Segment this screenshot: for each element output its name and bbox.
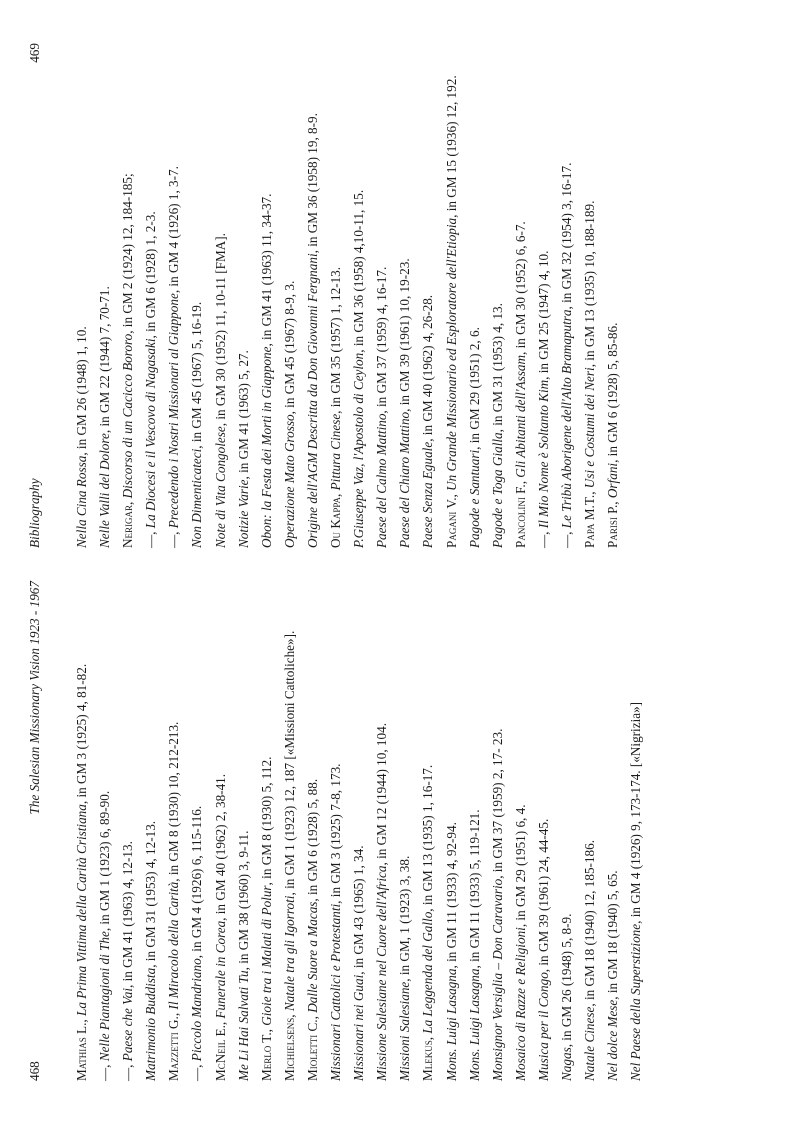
- entry-details: , in GM 8 (1930) 5, 112.: [258, 756, 274, 886]
- entry-title: Missione Salesiane nel Cuore dell'Africa: [374, 865, 390, 1081]
- entry-title: Precedendo i Nostri Missionari al Giappone: [166, 293, 182, 529]
- bibliography-entry: [396, 43, 414, 548]
- bibliography-entry: [535, 43, 553, 548]
- entry-title: Paese Senza Eguale: [420, 441, 436, 548]
- bibliography-entry: [142, 43, 160, 548]
- entry-details: , in GM 30 (1952) 6, 6-7.: [512, 221, 528, 355]
- entry-author: —,: [558, 528, 574, 548]
- left-page-header: [27, 581, 47, 1081]
- bibliography-entry: [235, 581, 253, 1081]
- bibliography-entry: [489, 43, 507, 548]
- entry-author: Papa M.T.,: [582, 488, 598, 548]
- entry-details: , in GM 36 (1958) 4,10-11, 15.: [351, 189, 367, 353]
- bibliography-entry: [396, 581, 414, 1081]
- entry-details: , in GM 2 (1924) 12, 184-185;: [120, 173, 136, 334]
- bibliography-entry: [281, 43, 299, 548]
- entry-title: La Leggenda del Gallo: [420, 911, 436, 1034]
- entry-title: Pagode e Santuari: [466, 449, 482, 548]
- bibliography-list: [73, 43, 627, 548]
- entry-title: La Diocesi e il Vescovo di Nagasaki: [143, 338, 159, 529]
- entry-title: Nagas: [558, 1047, 574, 1081]
- entry-author: Michielsens,: [281, 1011, 297, 1081]
- bibliography-list: [73, 581, 650, 1081]
- bibliography-entry: [466, 581, 484, 1081]
- entry-author: Pagani V.,: [443, 490, 459, 548]
- entry-title: Operazione Mato Grosso: [281, 414, 297, 548]
- entry-author: —,: [535, 528, 551, 548]
- entry-title: Piccolo Mandriano: [189, 958, 205, 1062]
- entry-title: Paese del Calmo Mattino: [374, 413, 390, 548]
- running-title: The Salesian Missionary Vision 1923 - 1967: [27, 581, 42, 815]
- entry-title: Funerale in Corea: [212, 920, 228, 1019]
- entry-details: , in GM 37 (1959) 2, 17- 23.: [489, 728, 505, 879]
- entry-author: —,: [166, 528, 182, 548]
- entry-title: Paese che Vai: [120, 987, 136, 1062]
- bibliography-entry: [373, 581, 391, 1081]
- entry-details: , in GM 4 (1926) 1, 3-7.: [166, 166, 182, 294]
- bibliography-entry: [212, 581, 230, 1081]
- entry-title: Nelle Piantagioni di The: [97, 931, 113, 1062]
- bibliography-entry: [373, 43, 391, 548]
- entry-title: Orfani: [605, 462, 621, 499]
- entry-author: Nerigar,: [120, 498, 136, 548]
- bibliography-entry: [512, 581, 530, 1081]
- entry-details: , in GM 45 (1967) 5, 16-19.: [189, 301, 205, 449]
- entry-title: Notizie Varie: [235, 479, 251, 548]
- bibliography-entry: [73, 581, 91, 1081]
- bibliography-entry: [304, 43, 322, 548]
- entry-title: Pagode e Toga Gialla: [489, 432, 505, 548]
- entry-details: , in GM 31 (1953) 4, 12-13.: [143, 820, 159, 968]
- entry-details: , in GM 1 (1923) 6, 89-90.: [97, 790, 113, 932]
- bibliography-entry: [604, 43, 622, 548]
- bibliography-entry: [581, 43, 599, 548]
- entry-author: Mazzetti G.,: [166, 1009, 182, 1081]
- bibliography-entry: [581, 581, 599, 1081]
- entry-details: , in GM 18 (1940) 5, 65.: [605, 870, 621, 1000]
- entry-details: , in GM 26 (1948) 5, 8-9.: [558, 913, 574, 1048]
- entry-details: , in GM 25 (1947) 4, 10.: [535, 250, 551, 380]
- entry-title: Missioni Salesiane: [397, 981, 413, 1081]
- entry-details: , in GM 40 (1962) 2, 38-41.: [212, 773, 228, 921]
- entry-details: , in GM 30 (1952) 11, 10-11 [FMA].: [212, 233, 228, 427]
- entry-details: , in GM 45 (1967) 8-9, 3.: [281, 280, 297, 415]
- bibliography-entry: [235, 43, 253, 548]
- entry-title: Obon: la Festa dei Morti in Giappone: [258, 346, 274, 548]
- entry-title: Mons. Luigi Lasagna: [443, 968, 459, 1081]
- entry-details: , in GM 3 (1925) 7-8, 173.: [328, 763, 344, 904]
- entry-title: Il Miracolo della Carità: [166, 881, 182, 1010]
- entry-author: Pancolini F.,: [512, 477, 528, 548]
- bibliography-entry: [443, 43, 461, 548]
- entry-details: , in GM 40 (1962) 4, 26-28.: [420, 294, 436, 442]
- entry-details: , in GM 6 (1928) 1, 2-3.: [143, 211, 159, 339]
- bibliography-entry: [627, 581, 645, 1081]
- entry-details: , in GM 38 (1960) 3, 9-11.: [235, 830, 251, 971]
- entry-title: Nelle Valli del Dolore: [97, 433, 113, 548]
- entry-title: Mons. Luigi Lasagna: [466, 968, 482, 1081]
- entry-author: Parisi P.,: [605, 498, 621, 548]
- entry-title: Monsignor Versiglia – Don Caravario: [489, 878, 505, 1081]
- bibliography-entry: [119, 581, 137, 1081]
- bibliography-entry: [489, 581, 507, 1081]
- left-page: [0, 581, 793, 1081]
- entry-details: , in GM 4 (1926) 6, 115-116.: [189, 805, 205, 959]
- bibliography-entry: [258, 43, 276, 548]
- entry-details: , in GM 11 (1933) 4, 92-94.: [443, 822, 459, 969]
- entry-details: , in GM 31 (1953) 4, 13.: [489, 303, 505, 433]
- entry-details: , in GM 18 (1940) 12, 185-186.: [582, 839, 598, 1007]
- page-number: 468: [27, 1061, 42, 1081]
- entry-details: , in GM 39 (1961) 24, 44-45.: [535, 818, 551, 973]
- entry-title: Mosaico di Razze e Religioni: [512, 927, 528, 1081]
- entry-details: , in GM 1 (1923) 12, 187 [«Missioni Cattoliche»].: [281, 630, 297, 896]
- bibliography-entry: [119, 43, 137, 548]
- entry-details: , in GM 6 (1928) 5, 85-86.: [605, 322, 621, 463]
- entry-details: , in GM 13 (1935) 10, 188-189.: [582, 200, 598, 368]
- entry-title: Natale Cinese: [582, 1006, 598, 1081]
- entry-details: , in GM 39 (1961) 10, 19-23.: [397, 258, 413, 412]
- entry-title: Nel dolce Mese: [605, 999, 621, 1081]
- right-page: [0, 43, 793, 548]
- entry-title: Pittura Cinese: [328, 413, 344, 491]
- entry-title: Paese del Chiaro Mattino: [397, 411, 413, 548]
- entry-details: , in GM 11 (1933) 5, 119-121.: [466, 809, 482, 969]
- entry-details: , in GM 35 (1957) 1, 12-13.: [328, 266, 344, 414]
- bibliography-entry: [142, 581, 160, 1081]
- entry-title: Natale tra gli Igorroti: [281, 895, 297, 1012]
- entry-title: Note di Vita Congolese: [212, 426, 228, 548]
- entry-details: , in GM 41 (1963) 11, 34-37.: [258, 193, 274, 347]
- entry-author: McNeil E.,: [212, 1018, 228, 1081]
- entry-author: Mathias L.,: [74, 1016, 89, 1081]
- bibliography-entry: [350, 43, 368, 548]
- entry-title: Usi e Costumi dei Neri: [582, 367, 598, 489]
- bibliography-entry: [304, 581, 322, 1081]
- bibliography-entry: [212, 43, 230, 548]
- entry-author: —,: [143, 528, 159, 548]
- entry-title: Gli Abitanti dell'Assam: [512, 354, 528, 478]
- bibliography-entry: [327, 43, 345, 548]
- entry-title: P.Giuseppe Vaz, l'Apostolo di Ceylon: [351, 352, 367, 548]
- bibliography-entry: [419, 43, 437, 548]
- entry-author: —,: [189, 1061, 205, 1081]
- entry-title: Musica per il Congo: [535, 972, 551, 1081]
- entry-details: , in GM 8 (1930) 10, 212-213.: [166, 721, 182, 882]
- entry-details: , in GM 43 (1965) 1, 34.: [351, 845, 367, 975]
- bibliography-entry: [558, 581, 576, 1081]
- bibliography-entry: [443, 581, 461, 1081]
- entry-title: Me Li Hai Salvati Tu: [235, 970, 251, 1081]
- bibliography-entry: [604, 581, 622, 1081]
- entry-details: , in GM 15 (1936) 12, 192.: [443, 75, 459, 218]
- bibliography-entry: [96, 581, 114, 1081]
- entry-details: , in GM 32 (1954) 3, 16-17.: [558, 162, 574, 310]
- bibliography-entry: [73, 43, 91, 548]
- bibliography-entry: [419, 581, 437, 1081]
- entry-author: Ou Kappa,: [328, 490, 344, 548]
- entry-details: , in GM 3 (1925) 4, 81-82.: [74, 663, 89, 805]
- bibliography-entry: [350, 581, 368, 1081]
- bibliography-entry: [466, 43, 484, 548]
- entry-details: , in GM, 1 (1923) 3, 38.: [397, 855, 413, 982]
- entry-details: , in GM 37 (1959) 4, 16-17.: [374, 266, 390, 414]
- bibliography-entry: [558, 43, 576, 548]
- entry-author: Merlo T.,: [258, 1025, 274, 1081]
- bibliography-entry: [188, 581, 206, 1081]
- bibliography-entry: [188, 43, 206, 548]
- entry-title: Gioie tra i Malati di Polur: [258, 885, 274, 1026]
- bibliography-entry: [258, 581, 276, 1081]
- entry-title: La Prima Vittima della Carità Cristiana: [74, 804, 89, 1017]
- running-title: Bibliography: [27, 478, 42, 548]
- entry-author: —,: [97, 1061, 113, 1081]
- entry-title: Origine dell'AGM Descritta da Don Giovanni Fergnani: [304, 253, 320, 548]
- entry-title: Dalle Suore a Macas: [304, 901, 320, 1013]
- right-page-header: [27, 43, 47, 548]
- entry-title: Nella Cina Rossa: [74, 455, 89, 548]
- entry-details: , in GM 4 (1926) 9, 173-174. [«Nigrizia»]: [628, 701, 644, 924]
- entry-details: , in GM 26 (1948) 1, 10.: [74, 326, 89, 456]
- entry-title: Il Mio Nome è Soltanto Kim: [535, 379, 551, 529]
- entry-author: Mioletti C.,: [304, 1012, 320, 1081]
- entry-details: , in GM 29 (1951) 2, 6.: [466, 327, 482, 450]
- entry-details: , in GM 6 (1928) 5, 88.: [304, 778, 320, 902]
- entry-details: , in GM 12 (1944) 10, 104.: [374, 723, 390, 866]
- entry-author: Mlekus,: [420, 1033, 436, 1081]
- entry-details: , in GM 29 (1951) 6, 4.: [512, 804, 528, 928]
- entry-title: Le Tribù Aborigene dell'Alto Bramaputra: [558, 309, 574, 529]
- page-number: 469: [27, 43, 42, 63]
- entry-details: , in GM 22 (1944) 7, 70-71.: [97, 286, 113, 434]
- bibliography-entry: [327, 581, 345, 1081]
- bibliography-entry: [281, 581, 299, 1081]
- bibliography-entry: [512, 43, 530, 548]
- entry-title: Missionari Cattolici e Protestanti: [328, 903, 344, 1081]
- entry-title: Nel Paese della Superstizione: [628, 923, 644, 1081]
- entry-author: —,: [120, 1061, 136, 1081]
- entry-title: Discorso di un Cacicco Bororo: [120, 333, 136, 499]
- entry-title: Missionari nei Guai: [351, 974, 367, 1081]
- entry-details: , in GM 13 (1935) 1, 16-17.: [420, 764, 436, 912]
- entry-details: , in GM 41 (1963) 4, 12-13.: [120, 841, 136, 988]
- bibliography-entry: [535, 581, 553, 1081]
- entry-title: Matrimonio Buddista: [143, 967, 159, 1081]
- entry-details: , in GM 36 (1958) 19, 8-9.: [304, 113, 320, 254]
- bibliography-entry: [96, 43, 114, 548]
- bibliography-entry: [165, 581, 183, 1081]
- entry-title: Non Dimenticateci: [189, 448, 205, 548]
- bibliography-entry: [165, 43, 183, 548]
- entry-details: , in GM 41 (1963) 5, 27.: [235, 350, 251, 480]
- entry-title: Un Grande Missionario ed Esploratore dell'Etiopia: [443, 217, 459, 491]
